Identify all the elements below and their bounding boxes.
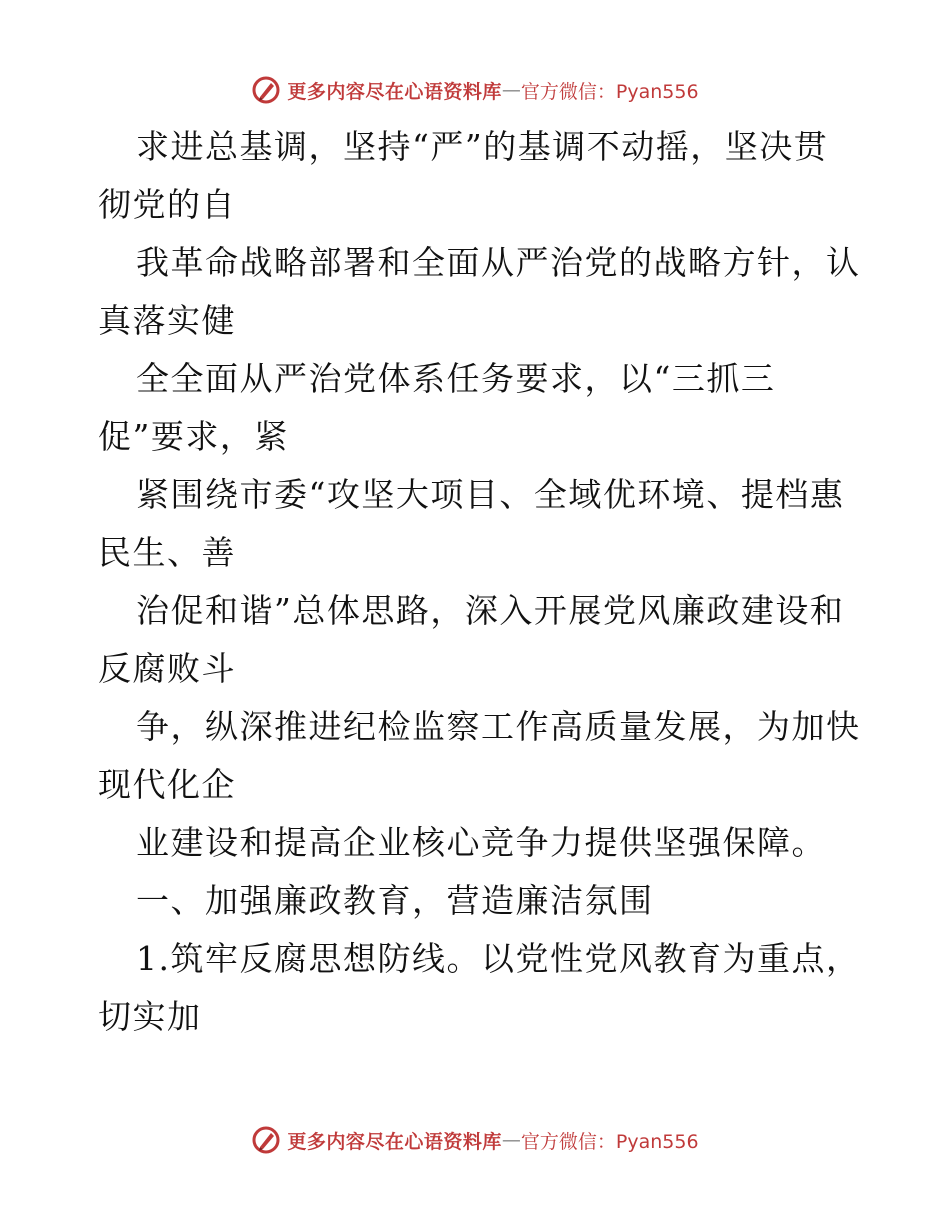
document-body xyxy=(98,118,868,1046)
text-line: 我革命战略部署和全面从严治党的战略方针，认 xyxy=(136,243,861,282)
header-banner-separator: — xyxy=(501,79,521,101)
text-line: 促”要求，紧 xyxy=(98,417,289,456)
text-line: 紧围绕市委“攻坚大项目、全域优环境、提档惠 xyxy=(136,475,845,514)
text-line: 彻党的自 xyxy=(98,185,236,224)
header-banner xyxy=(0,70,950,110)
text-line: 真落实健 xyxy=(98,301,236,340)
footer-banner-wechat: 官方微信：Pyan556 xyxy=(520,1130,699,1153)
header-banner-wechat: 官方微信：Pyan556 xyxy=(520,80,699,103)
text-line: 求进总基调，坚持“严”的基调不动摇，坚决贯 xyxy=(136,127,829,166)
footer-banner-text: 更多内容尽在心语资料库 xyxy=(287,1130,502,1153)
text-line: 1.筑牢反腐思想防线。以党性党风教育为重点， xyxy=(136,939,861,978)
text-line: 现代化企 xyxy=(98,765,236,804)
section-heading: 一、加强廉政教育，营造廉洁氛围 xyxy=(136,881,654,920)
text-line: 民生、善 xyxy=(98,533,236,572)
text-line: 治促和谐”总体思路，深入开展党风廉政建设和 xyxy=(136,591,845,630)
header-banner-text: 更多内容尽在心语资料库 xyxy=(287,80,502,103)
text-line: 反腐败斗 xyxy=(98,649,236,688)
text-line: 业建设和提高企业核心竞争力提供坚强保障。 xyxy=(136,823,826,862)
text-line: 争，纵深推进纪检监察工作高质量发展，为加快 xyxy=(136,707,861,746)
pen-circle-icon xyxy=(251,1125,281,1155)
text-line: 切实加 xyxy=(98,997,202,1036)
footer-banner xyxy=(0,1120,950,1160)
pen-circle-icon xyxy=(251,75,281,105)
footer-banner-separator: — xyxy=(501,1129,521,1151)
text-line: 全全面从严治党体系任务要求，以“三抓三 xyxy=(136,359,776,398)
